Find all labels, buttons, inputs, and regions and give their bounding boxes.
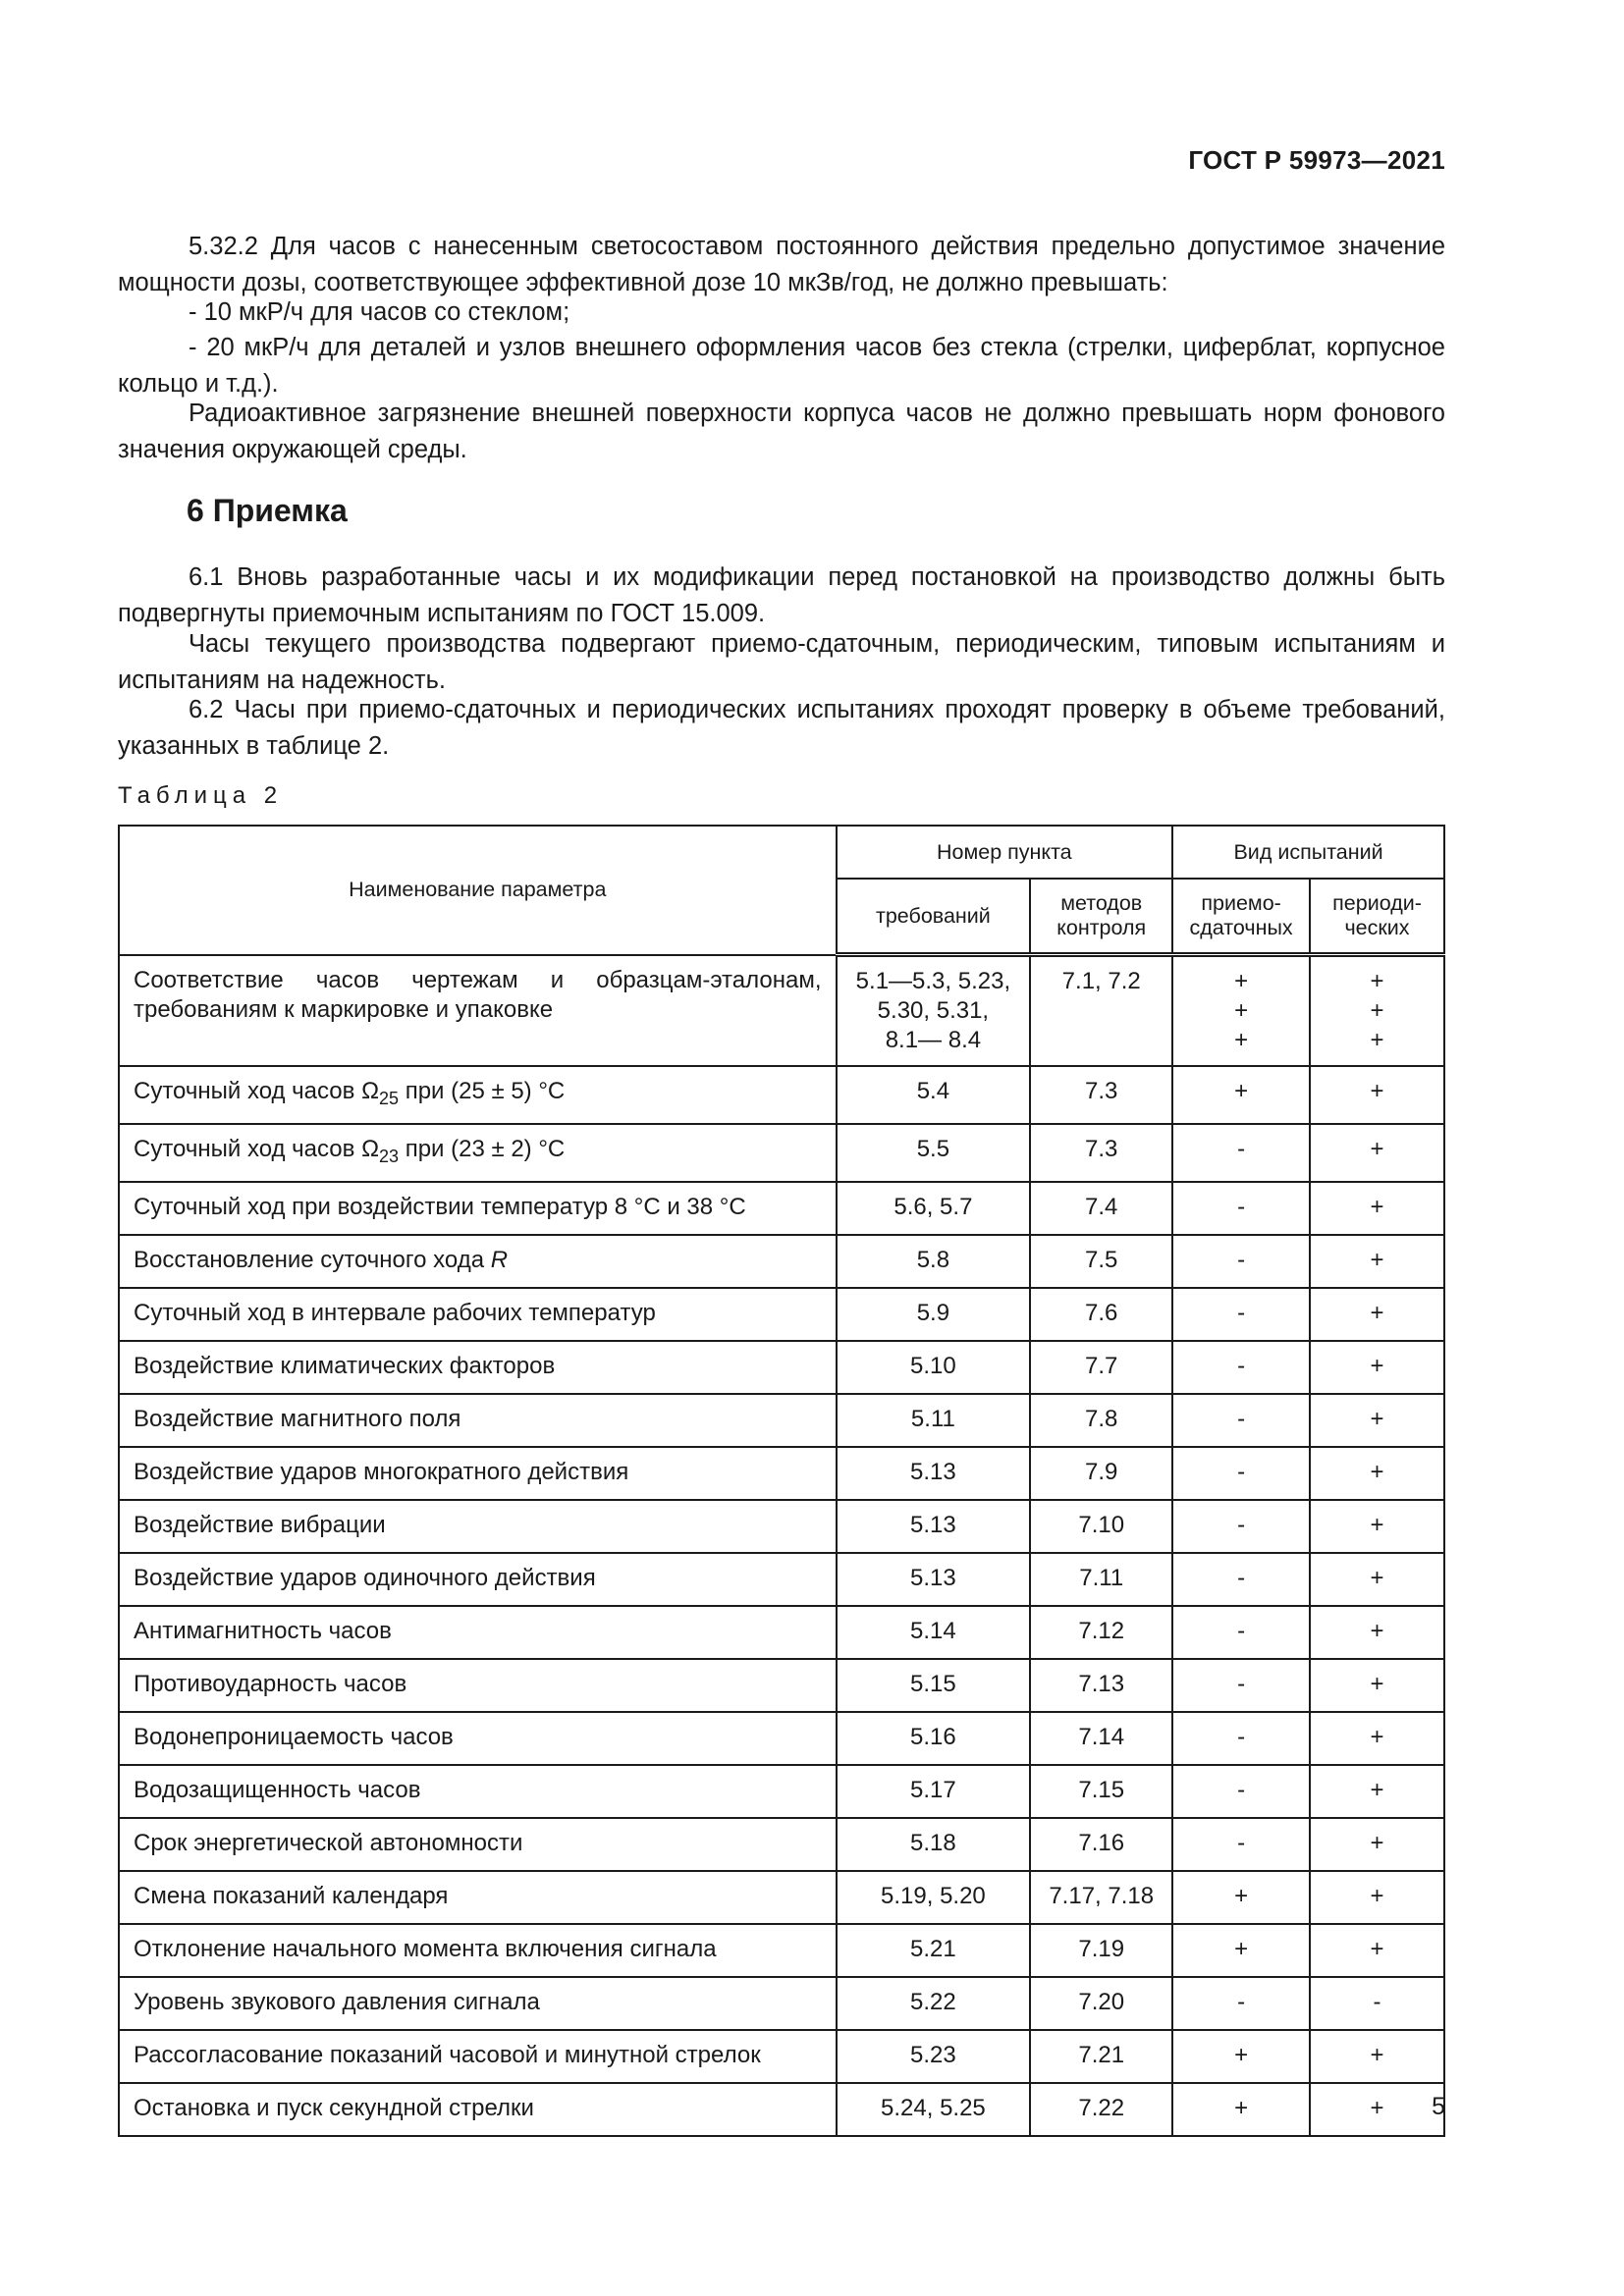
cell-requirements: 5.13 [837, 1500, 1031, 1553]
cell-control-methods: 7.13 [1030, 1659, 1172, 1712]
cell-control-methods: 7.3 [1030, 1066, 1172, 1124]
cell-param-name: Воздействие ударов многократного действия [119, 1447, 837, 1500]
table-row [119, 1553, 1444, 1606]
header-param-name: Наименование параметра [119, 826, 837, 955]
cell-requirements: 5.4 [837, 1066, 1031, 1124]
cell-requirements: 5.24, 5.25 [837, 2083, 1031, 2136]
cell-requirements: 5.22 [837, 1977, 1031, 2030]
cell-param-name: Антимагнитность часов [119, 1606, 837, 1659]
cell-requirements: 5.11 [837, 1394, 1031, 1447]
cell-acceptance: + [1172, 1066, 1310, 1124]
paragraph-5-32-2: 5.32.2 Для часов с нанесенным светосоставом постоянного действия предельно допустимое значение мощности дозы, соответствующее эффективной дозе 10 мкЗв/год, не должно превышать: [118, 233, 1445, 296]
cell-periodic: + [1310, 2083, 1444, 2136]
paragraph-contamination: Радиоактивное загрязнение внешней поверхности корпуса часов не должно превышать норм фонового значения окружающей среды. [118, 400, 1445, 463]
table-row [119, 1606, 1444, 1659]
cell-requirements: 5.5 [837, 1124, 1031, 1182]
list-item-glass: - 10 мкР/ч для часов со стеклом; [189, 298, 570, 326]
paragraph-6-1: 6.1 Вновь разработанные часы и их модификации перед постановкой на производство должны быть подвергнуты приемочным испытаниям по ГОСТ 15.009. [118, 563, 1445, 627]
cell-periodic: + [1310, 1606, 1444, 1659]
cell-acceptance: - [1172, 1765, 1310, 1818]
cell-requirements: 5.19, 5.20 [837, 1871, 1031, 1924]
cell-periodic: + [1310, 1288, 1444, 1341]
cell-requirements: 5.14 [837, 1606, 1031, 1659]
cell-requirements: 5.16 [837, 1712, 1031, 1765]
cell-periodic: + [1310, 1659, 1444, 1712]
list-item-no-glass: - 20 мкР/ч для деталей и узлов внешнего оформления часов без стекла (стрелки, циферблат, корпусное кольцо и т.д.). [118, 334, 1445, 398]
cell-control-methods: 7.16 [1030, 1818, 1172, 1871]
cell-param-name: Водонепроницаемость часов [119, 1712, 837, 1765]
document-code: ГОСТ Р 59973—2021 [1188, 145, 1445, 175]
cell-param-name: Уровень звукового давления сигнала [119, 1977, 837, 2030]
cell-acceptance: - [1172, 1235, 1310, 1288]
cell-acceptance: - [1172, 1500, 1310, 1553]
table-body [119, 955, 1444, 2136]
cell-periodic: + [1310, 1447, 1444, 1500]
cell-control-methods: 7.10 [1030, 1500, 1172, 1553]
cell-requirements: 5.8 [837, 1235, 1031, 1288]
table-row [119, 1341, 1444, 1394]
cell-control-methods: 7.3 [1030, 1124, 1172, 1182]
cell-acceptance: - [1172, 1712, 1310, 1765]
cell-param-name: Воздействие магнитного поля [119, 1394, 837, 1447]
cell-acceptance: - [1172, 1553, 1310, 1606]
cell-control-methods: 7.6 [1030, 1288, 1172, 1341]
cell-acceptance: - [1172, 1977, 1310, 2030]
table-row [119, 1659, 1444, 1712]
cell-control-methods: 7.12 [1030, 1606, 1172, 1659]
paragraph-current-production: Часы текущего производства подвергают приемо-сдаточным, периодическим, типовым испытаниям и испытаниям на надежность. [118, 630, 1445, 694]
cell-control-methods: 7.9 [1030, 1447, 1172, 1500]
table-row [119, 1288, 1444, 1341]
table-row [119, 1182, 1444, 1235]
cell-periodic: + [1310, 1712, 1444, 1765]
cell-acceptance: + [1172, 2083, 1310, 2136]
cell-requirements: 5.15 [837, 1659, 1031, 1712]
table-caption: Таблица 2 [118, 782, 284, 809]
cell-periodic: + [1310, 1341, 1444, 1394]
cell-param-name: Смена показаний календаря [119, 1871, 837, 1924]
cell-acceptance: + + + [1172, 955, 1310, 1067]
cell-periodic: + [1310, 1235, 1444, 1288]
cell-control-methods: 7.21 [1030, 2030, 1172, 2083]
table-row [119, 1818, 1444, 1871]
cell-param-name: Противоударность часов [119, 1659, 837, 1712]
cell-control-methods: 7.1, 7.2 [1030, 955, 1172, 1067]
cell-control-methods: 7.14 [1030, 1712, 1172, 1765]
cell-periodic: + + + [1310, 955, 1444, 1067]
cell-control-methods: 7.7 [1030, 1341, 1172, 1394]
cell-periodic: - [1310, 1977, 1444, 2030]
cell-control-methods: 7.15 [1030, 1765, 1172, 1818]
cell-requirements: 5.9 [837, 1288, 1031, 1341]
cell-periodic: + [1310, 1871, 1444, 1924]
cell-param-name: Отклонение начального момента включения сигнала [119, 1924, 837, 1977]
cell-acceptance: - [1172, 1341, 1310, 1394]
cell-control-methods: 7.11 [1030, 1553, 1172, 1606]
cell-control-methods: 7.5 [1030, 1235, 1172, 1288]
cell-param-name: Воздействие вибрации [119, 1500, 837, 1553]
table-row [119, 1871, 1444, 1924]
cell-acceptance: - [1172, 1288, 1310, 1341]
cell-control-methods: 7.19 [1030, 1924, 1172, 1977]
table-row [119, 1235, 1444, 1288]
cell-periodic: + [1310, 1765, 1444, 1818]
cell-acceptance: - [1172, 1394, 1310, 1447]
table-row [119, 1765, 1444, 1818]
table-row [119, 955, 1444, 1067]
cell-requirements: 5.21 [837, 1924, 1031, 1977]
cell-periodic: + [1310, 1182, 1444, 1235]
cell-control-methods: 7.22 [1030, 2083, 1172, 2136]
table-row [119, 1124, 1444, 1182]
paragraph-6-2: 6.2 Часы при приемо-сдаточных и периодических испытаниях проходят проверку в объеме требований, указанных в таблице 2. [118, 696, 1445, 760]
section-title: 6 Приемка [187, 493, 348, 528]
cell-param-name: Водозащищенность часов [119, 1765, 837, 1818]
cell-requirements: 5.13 [837, 1447, 1031, 1500]
table-row [119, 2030, 1444, 2083]
header-control-methods: методов контроля [1030, 879, 1172, 955]
cell-requirements: 5.13 [837, 1553, 1031, 1606]
cell-acceptance: - [1172, 1124, 1310, 1182]
cell-param-name: Суточный ход в интервале рабочих температур [119, 1288, 837, 1341]
cell-requirements: 5.18 [837, 1818, 1031, 1871]
table-header-row [119, 826, 1444, 879]
cell-periodic: + [1310, 1394, 1444, 1447]
header-periodic: периоди-ческих [1310, 879, 1444, 955]
cell-requirements: 5.17 [837, 1765, 1031, 1818]
cell-param-name: Суточный ход часов $\Omega_{23}$ при (23 ± 2) °С [119, 1124, 837, 1182]
cell-acceptance: - [1172, 1182, 1310, 1235]
cell-periodic: + [1310, 1553, 1444, 1606]
cell-requirements: 5.1—5.3, 5.23, 5.30, 5.31, 8.1— 8.4 [837, 955, 1031, 1067]
header-test-type: Вид испытаний [1172, 826, 1444, 879]
table-row [119, 1394, 1444, 1447]
cell-control-methods: 7.8 [1030, 1394, 1172, 1447]
header-acceptance: приемо-сдаточных [1172, 879, 1310, 955]
cell-param-name: Соответствие часов чертежам и образцам-эталонам, требованиям к маркировке и упаковке [119, 955, 837, 1067]
cell-param-name: Остановка и пуск секундной стрелки [119, 2083, 837, 2136]
cell-control-methods: 7.17, 7.18 [1030, 1871, 1172, 1924]
cell-acceptance: + [1172, 1924, 1310, 1977]
table-row [119, 1924, 1444, 1977]
cell-acceptance: - [1172, 1818, 1310, 1871]
cell-requirements: 5.23 [837, 2030, 1031, 2083]
table-row [119, 1066, 1444, 1124]
cell-param-name: Воздействие ударов одиночного действия [119, 1553, 837, 1606]
cell-param-name: Рассогласование показаний часовой и минутной стрелок [119, 2030, 837, 2083]
cell-param-name: Воздействие климатических факторов [119, 1341, 837, 1394]
cell-param-name: Срок энергетической автономности [119, 1818, 837, 1871]
cell-requirements: 5.10 [837, 1341, 1031, 1394]
header-requirements: требований [837, 879, 1031, 955]
table-row [119, 1712, 1444, 1765]
cell-periodic: + [1310, 1924, 1444, 1977]
cell-periodic: + [1310, 1818, 1444, 1871]
cell-control-methods: 7.20 [1030, 1977, 1172, 2030]
cell-control-methods: 7.4 [1030, 1182, 1172, 1235]
cell-acceptance: - [1172, 1659, 1310, 1712]
table-row [119, 1977, 1444, 2030]
table-row [119, 1500, 1444, 1553]
cell-periodic: + [1310, 2030, 1444, 2083]
table-2 [118, 825, 1445, 2137]
cell-acceptance: + [1172, 2030, 1310, 2083]
cell-param-name: Суточный ход часов $\Omega_{25}$ при (25 ± 5) °С [119, 1066, 837, 1124]
cell-periodic: + [1310, 1124, 1444, 1182]
cell-param-name: Суточный ход при воздействии температур 8 °С и 38 °С [119, 1182, 837, 1235]
page-number: 5 [1432, 2093, 1445, 2120]
header-clause-number: Номер пункта [837, 826, 1173, 879]
cell-acceptance: + [1172, 1871, 1310, 1924]
cell-acceptance: - [1172, 1606, 1310, 1659]
cell-param-name: Восстановление суточного хода R [119, 1235, 837, 1288]
cell-periodic: + [1310, 1066, 1444, 1124]
table-row [119, 2083, 1444, 2136]
cell-acceptance: - [1172, 1447, 1310, 1500]
table-row [119, 1447, 1444, 1500]
cell-requirements: 5.6, 5.7 [837, 1182, 1031, 1235]
cell-periodic: + [1310, 1500, 1444, 1553]
